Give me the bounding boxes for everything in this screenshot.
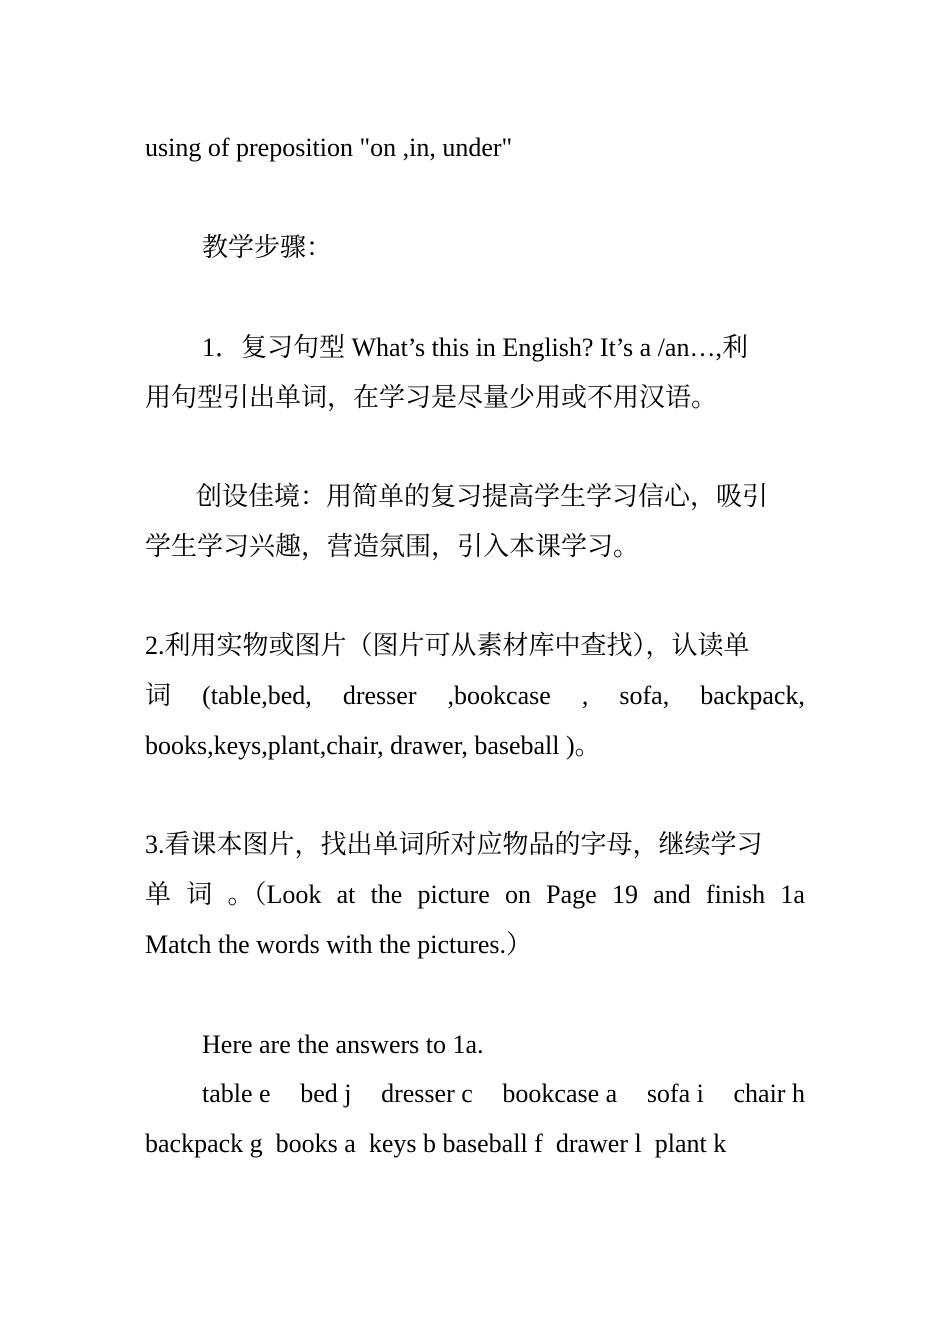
preposition-usage-line: using of preposition "on ,in, under" [145,133,513,162]
intent-line1: 创设佳境：用简单的复习提高学生学习信心，吸引 [196,482,769,511]
step3-line1: 3.看课本图片，找出单词所对应物品的字母，继续学习 [145,830,763,859]
teaching-steps-heading: 教学步骤： [202,233,333,262]
step1-line2: 用句型引出单词，在学习是尽量少用或不用汉语。 [145,383,718,412]
step3-word: the [370,880,403,909]
step2-word: backpack, [700,681,805,710]
step3-word: picture [417,880,490,909]
step1-line1: 1．复习句型 What’s this in English? It’s a /an…,利 [202,333,748,362]
step2-word: 词 [145,681,172,710]
answer-item: bed j [300,1079,352,1108]
answers-intro: Here are the answers to 1a. [202,1030,484,1059]
step3-line3: Match the words with the pictures.） [145,930,533,959]
step2-line1: 2.利用实物或图片（图片可从素材库中查找），认读单 [145,631,750,660]
step3-word: 单 [145,880,172,909]
step2-line2 [145,679,805,713]
step2-word: , [581,681,589,710]
answer-item: bookcase a [502,1079,618,1108]
answer-item: sofa i [646,1079,704,1108]
answers-line2: backpack g books a keys b baseball f drawer l plant k [145,1129,727,1158]
answers-line1 [202,1077,805,1111]
step3-word: 19 [611,880,638,909]
step3-word: and [653,880,691,909]
step2-line3: books,keys,plant,chair, drawer, baseball )。 [145,731,601,760]
step3-word: Page [546,880,597,909]
answer-item: chair h [733,1079,805,1108]
intent-line2: 学生学习兴趣，营造氛围，引入本课学习。 [145,532,640,561]
answer-item: dresser c [381,1079,473,1108]
step2-word: dresser [342,681,417,710]
step3-line2 [145,878,805,912]
step3-word: 词 [186,880,213,909]
step2-word: ,bookcase [447,681,551,710]
step2-word: (table,bed, [202,681,312,710]
answer-item: table e [202,1079,271,1108]
step3-word: 。（Look [227,880,322,909]
step3-word: 1a [780,880,805,909]
step3-word: at [336,880,356,909]
step3-word: finish [705,880,766,909]
step2-word: sofa, [619,681,670,710]
step3-word: on [504,880,531,909]
